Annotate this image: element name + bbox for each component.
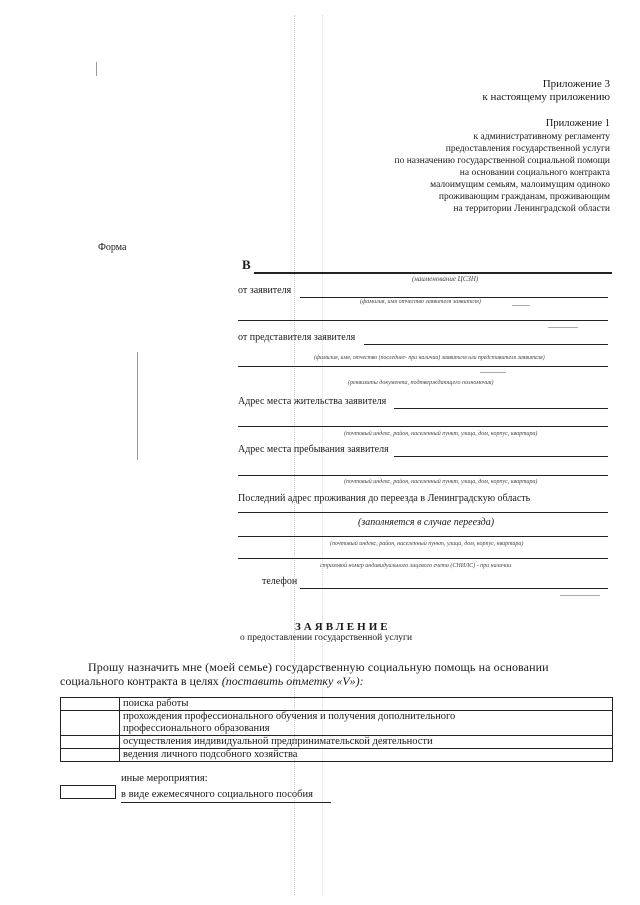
scan-speck bbox=[512, 305, 530, 306]
representative-field-2[interactable] bbox=[238, 366, 608, 367]
scan-mark bbox=[322, 15, 323, 895]
option-label: осуществления индивидуальной предпринимательской деятельности bbox=[120, 736, 613, 749]
stay-label: Адрес места пребывания заявителя bbox=[238, 444, 389, 455]
last-address-note: (заполняется в случае переезда) bbox=[358, 517, 495, 528]
other-label: иные мероприятия: bbox=[121, 773, 208, 784]
option-label-line: профессионального образования bbox=[123, 723, 270, 734]
scan-mark bbox=[294, 15, 295, 895]
scan-mark bbox=[96, 62, 97, 76]
appendix1-line: малоимущим семьям, малоимущим одиноко bbox=[430, 180, 610, 190]
statement-body-emphasis: (поставить отметку «V»): bbox=[221, 674, 364, 688]
scan-speck bbox=[548, 327, 578, 328]
scan-speck bbox=[560, 595, 600, 596]
appendix1-line: на территории Ленинградской области bbox=[453, 204, 610, 214]
statement-body-line2 bbox=[60, 674, 364, 689]
snils-hint: страховой номер индивидуального лицевого счета (СНИЛС) - при наличии bbox=[320, 563, 512, 569]
to-prefix: В bbox=[242, 257, 251, 272]
statement-body-text: социального контракта в целях bbox=[60, 674, 222, 688]
options-table bbox=[60, 697, 613, 762]
residence-field[interactable] bbox=[394, 408, 608, 409]
option-checkbox[interactable] bbox=[61, 698, 120, 711]
residence-label: Адрес места жительства заявителя bbox=[238, 396, 387, 407]
appendix1-line: по назначению государственной социальной помощи bbox=[394, 156, 610, 166]
from-applicant-label: от заявителя bbox=[238, 285, 292, 296]
snils-field[interactable] bbox=[238, 558, 608, 559]
statement-title: ЗАЯВЛЕНИЕ bbox=[295, 621, 391, 633]
other-checkbox[interactable] bbox=[60, 785, 116, 799]
option-checkbox[interactable] bbox=[61, 711, 120, 736]
appendix3-subtitle: к настоящему приложению bbox=[482, 91, 610, 103]
appendix1-line: проживающим гражданам, проживающим bbox=[438, 192, 610, 202]
to-hint: (наименование ЦСЗН) bbox=[412, 275, 479, 283]
from-representative-field[interactable] bbox=[364, 344, 608, 345]
option-row bbox=[61, 711, 613, 736]
option-row bbox=[61, 698, 613, 711]
other-detail: в виде ежемесячного социального пособия bbox=[121, 789, 313, 800]
last-address-hint: (почтовый индекс, район, населенный пункт, улица, дом, корпус, квартира) bbox=[330, 541, 524, 547]
last-address-field-2[interactable] bbox=[238, 536, 608, 537]
option-checkbox[interactable] bbox=[61, 749, 120, 762]
scan-mark bbox=[137, 352, 138, 460]
option-label bbox=[120, 711, 613, 736]
appendix1-line: предоставления государственной услуги bbox=[445, 144, 610, 154]
last-address-label: Последний адрес проживания до переезда в Ленинградскую область bbox=[238, 493, 531, 504]
form-label: Форма bbox=[98, 242, 127, 253]
statement-body-line1: Прошу назначить мне (моей семье) государственную социальную помощь на основании bbox=[88, 660, 549, 674]
appendix1-line: к административному регламенту bbox=[473, 132, 610, 142]
last-address-field[interactable] bbox=[238, 512, 608, 513]
appendix3-title: Приложение 3 bbox=[542, 78, 610, 90]
from-representative-label: от представителя заявителя bbox=[238, 332, 356, 343]
appendix1-line: на основании социального контракта bbox=[459, 168, 610, 178]
other-field[interactable] bbox=[121, 802, 331, 803]
stay-field-2[interactable] bbox=[238, 475, 608, 476]
option-row bbox=[61, 736, 613, 749]
option-label: ведения личного подсобного хозяйства bbox=[120, 749, 613, 762]
representative-hint-2: (реквизиты документа, подтверждающего полномочия) bbox=[348, 380, 494, 386]
option-label-line: прохождения профессионального обучения и получения дополнительного bbox=[123, 711, 456, 722]
from-applicant-field[interactable] bbox=[300, 297, 608, 298]
phone-label: телефон bbox=[262, 576, 298, 587]
scan-speck bbox=[480, 372, 506, 373]
residence-field-2[interactable] bbox=[238, 426, 608, 427]
residence-hint: (почтовый индекс, район, населенный пункт, улица, дом, корпус, квартира) bbox=[344, 431, 538, 437]
stay-hint: (почтовый индекс, район, населенный пункт, улица, дом, корпус, квартира) bbox=[344, 479, 538, 485]
appendix1-title: Приложение 1 bbox=[545, 118, 610, 129]
phone-field[interactable] bbox=[300, 588, 608, 589]
statement-subtitle: о предоставлении государственной услуги bbox=[240, 633, 413, 643]
from-applicant-field-2[interactable] bbox=[238, 320, 608, 321]
option-row bbox=[61, 749, 613, 762]
to-field[interactable] bbox=[254, 272, 612, 274]
option-label: поиска работы bbox=[120, 698, 613, 711]
representative-hint-1: (фамилия, имя, отчество (последнее- при наличии) заявителя или представителя заявителя) bbox=[314, 355, 545, 361]
from-applicant-hint: (фамилия, имя отчество заявителя заявителя) bbox=[360, 299, 481, 305]
option-checkbox[interactable] bbox=[61, 736, 120, 749]
stay-field[interactable] bbox=[394, 456, 608, 457]
